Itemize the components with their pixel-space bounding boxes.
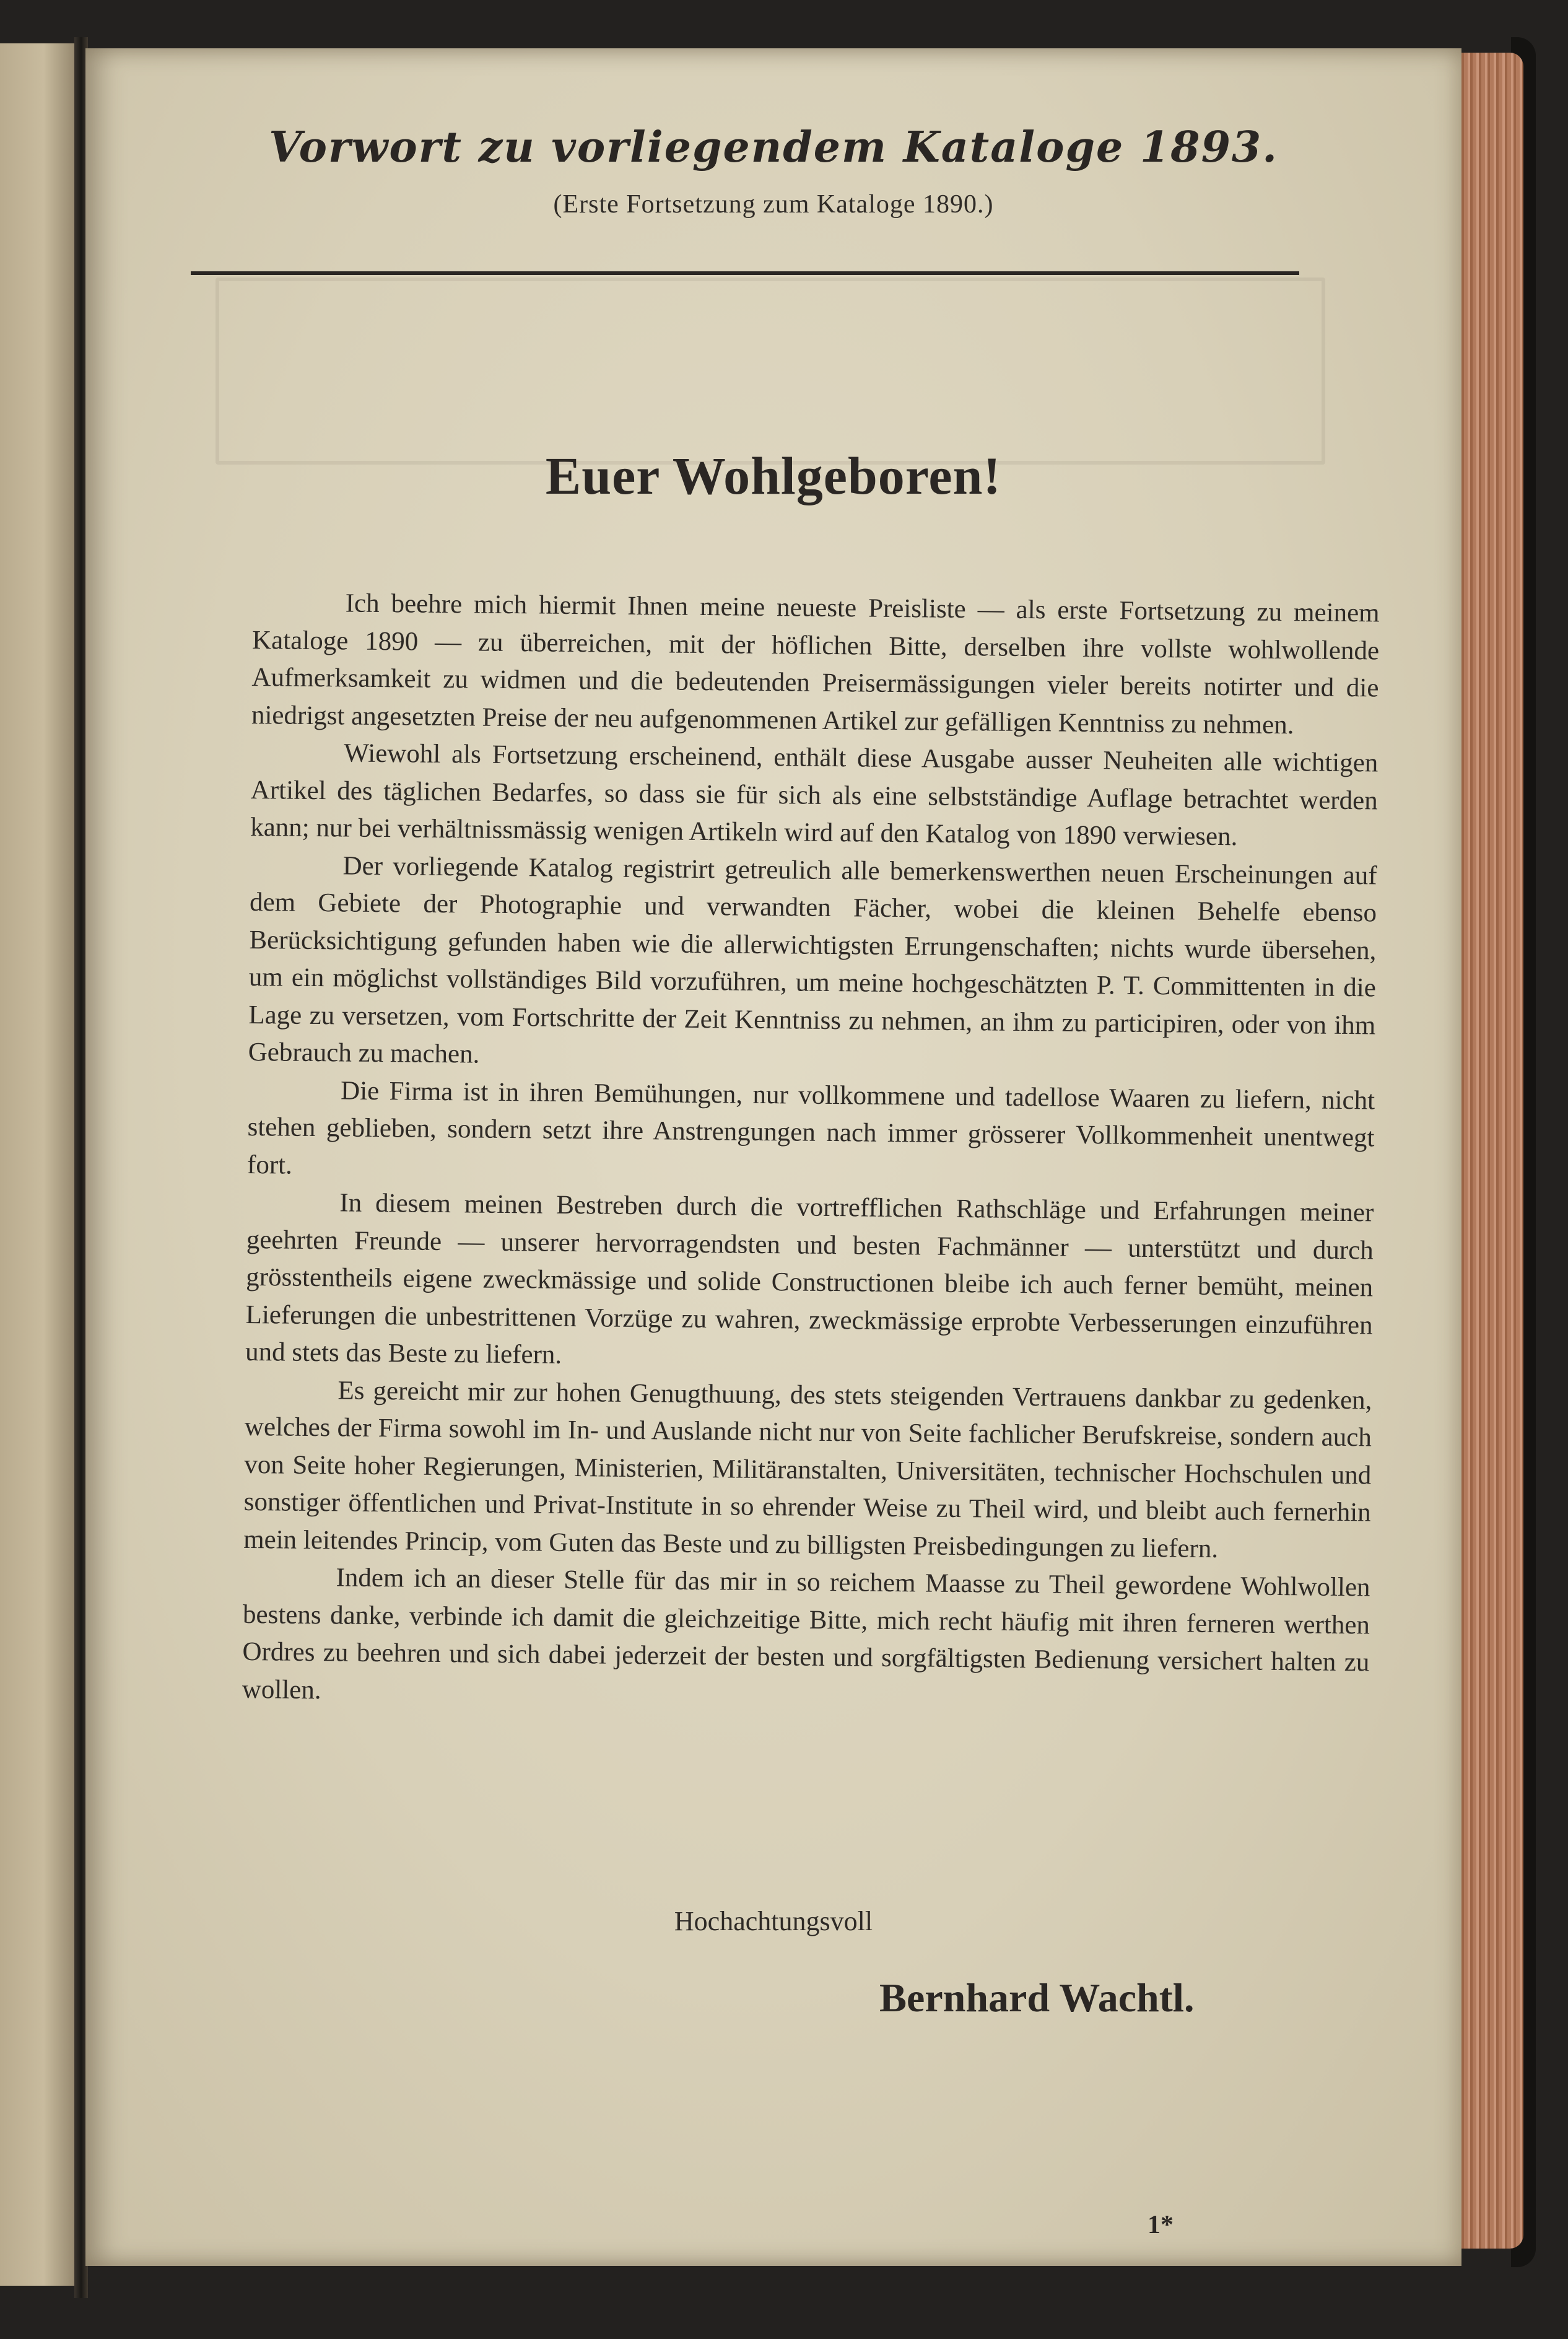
paragraph: Ich beehre mich hiermit Ihnen meine neueste Preisliste — als erste Fortsetzung zu meinem Kataloge 1890 — zu überreichen, mit der höflichen Bitte, derselben ihre vollste wohlwollende Aufmerksamkeit zu widmen und die bedeutenden Preisermässigungen vieler bereits notirter und die niedrigst angesetzten Preise der neu aufgenommenen Artikel zur gefälligen Kenntniss zu nehmen. <box>251 588 1380 740</box>
paragraph: Der vorliegende Katalog registrirt getreulich alle bemerkenswerthen neuen Erscheinungen auf dem Gebiete der Photographie und verwandten Fächer, wobei die kleinen Behelfe ebenso Berücksichtigung gefunden haben wie die allerwichtigsten Errungenschaften; nichts wurde übersehen, um ein möglichst vollständiges Bild vorzuführen, um meine hochgeschätzten P. T. Committenten in die Lage zu versetzen, vom Fortschritte der Zeit Kenntniss zu nehmen, an ihm zu participiren, oder von ihm Gebrauch zu machen. <box>248 850 1377 1069</box>
salutation: Euer Wohlgeboren! <box>545 446 1002 505</box>
paragraph: Die Firma ist in ihren Bemühungen, nur vollkommene und tadellose Waaren zu liefern, nicht stehen geblieben, sondern setzt ihre Anstrengungen nach immer grösserer Vollkommenheit unentwegt fort. <box>246 1075 1375 1180</box>
paragraph: Wiewohl als Fortsetzung erscheinend, enthält diese Ausgabe ausser Neuheiten alle wichtigen Artikel des täglichen Bedarfes, so dass sie für sich als eine selbstständige Auflage betrachtet werden kann; nur bei verhältnissmässig wenigen Artikeln wird auf den Katalog von 1890 verwiesen. <box>250 738 1379 852</box>
page-title: Vorwort zu vorliegendem Kataloge 1893. <box>269 123 1278 172</box>
signature: Bernhard Wachtl. <box>879 1975 1195 2021</box>
facing-page-edge <box>0 43 79 2286</box>
show-through-frame <box>216 278 1325 465</box>
letter-body <box>242 584 1380 1719</box>
paragraph: Es gereicht mir zur hohen Genugthuung, des stets steigenden Vertrauens dankbar zu gedenken, welches der Firma sowohl im In- und Auslande nicht nur von Seite fachlicher Berufskreise, sondern auch von Seite hoher Regierungen, Ministerien, Militäranstalten, Universitäten, technischer Hochschulen und sonstiger öffentlichen und Privat-Institute in so ehrender Weise zu Theil wird, und bleibt auch fernerhin mein leitendes Princip, vom Guten das Beste und zu billigsten Preisbedingungen zu liefern. <box>243 1375 1372 1563</box>
closing-phrase: Hochachtungsvoll <box>674 1906 873 1936</box>
title-rule <box>191 271 1299 275</box>
page-stack-edges <box>1455 53 1523 2249</box>
paragraph: Indem ich an dieser Stelle für das mir in so reichem Maasse zu Theil gewordene Wohlwollen bestens danke, verbinde ich damit die gleichzeitige Bitte, mich recht häufig mit ihren ferneren werthen Ordres zu beehren und sich dabei jederzeit der besten und sorgfältigsten Bedienung versichert halten zu wollen. <box>242 1563 1370 1705</box>
catalog-page <box>85 48 1461 2266</box>
page-number: 1* <box>1148 2211 1174 2239</box>
page-subtitle: (Erste Fortsetzung zum Kataloge 1890.) <box>553 190 994 219</box>
paragraph: In diesem meinen Bestreben durch die vortrefflichen Rathschläge und Erfahrungen meiner geehrten Freunde — unserer hervorragendsten und besten Fachmänner — unterstützt und durch grösstentheils eigene zweckmässige und solide Constructionen bleibe ich auch ferner bemüht, meinen Lieferungen die unbestrittenen Vorzüge zu wahren, zweckmässige erprobte Verbesserungen einzuführen und stets das Beste zu liefern. <box>245 1188 1374 1370</box>
